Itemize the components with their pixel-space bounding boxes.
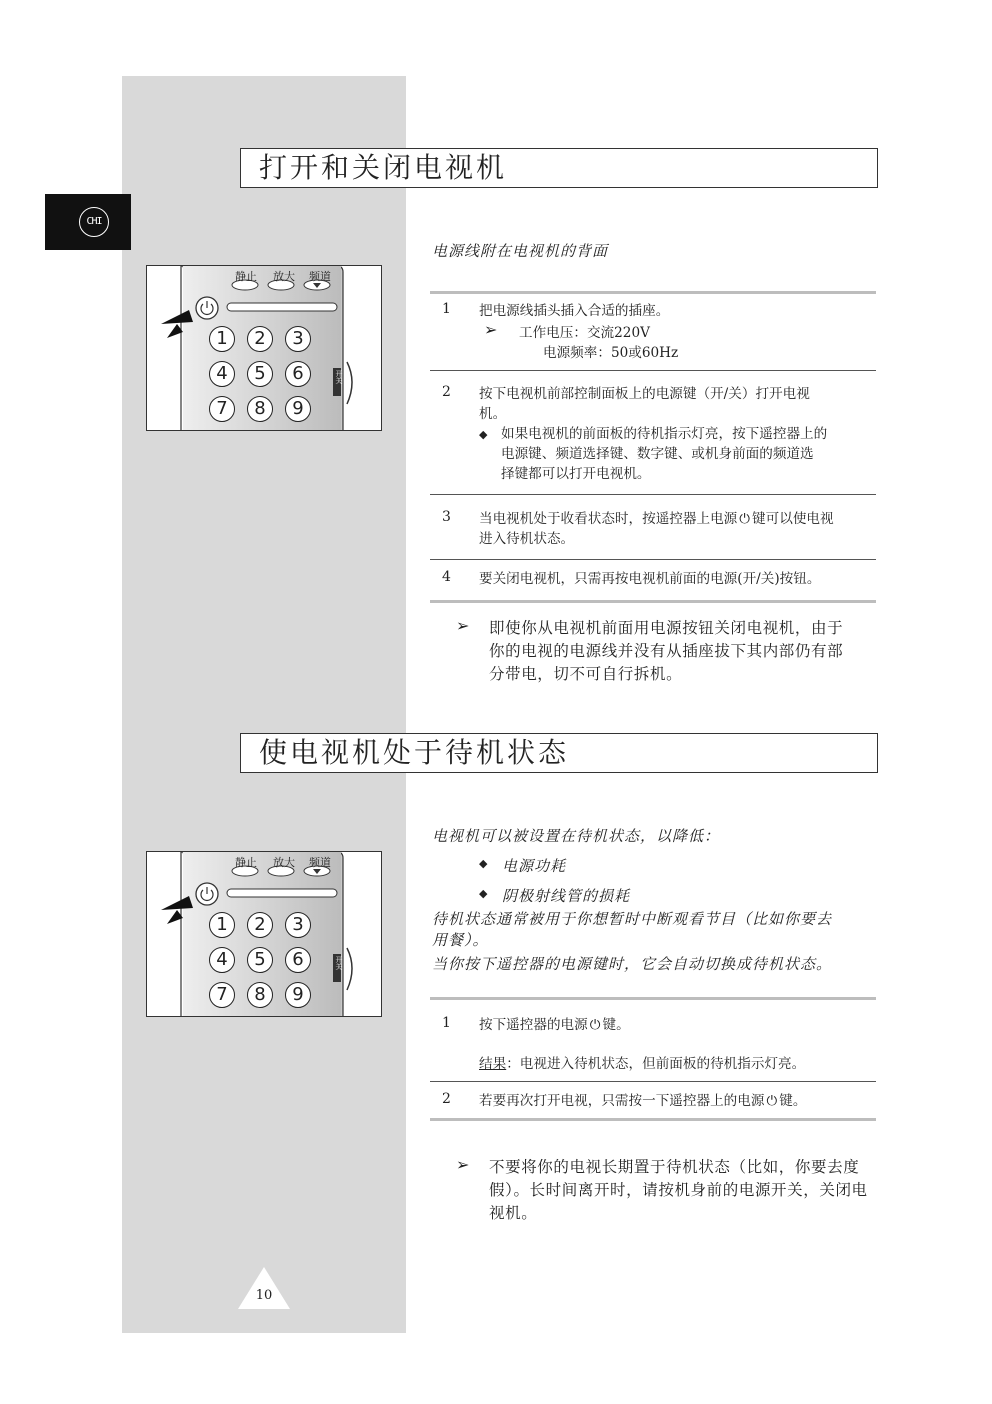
digit-2-key: 2 [247,912,273,938]
mute-label: 静止 [235,856,257,869]
result-label: 结果 [479,1056,507,1072]
zoom-label: 放大 [273,856,295,869]
digit-9-key: 9 [285,396,311,422]
paragraph-text: 当你按下遥控器的电源键时，它会自动切换成待机状态。 [432,955,833,973]
bullet-text: 电源键、频道选择键、数字键、或机身前面的频道选 [501,446,814,462]
digit-1-key: 1 [209,326,235,352]
digit-4-key: 4 [209,947,235,973]
table-bottom-rule [430,1118,876,1121]
digit-2-key: 2 [247,326,273,352]
table-top-rule [430,291,876,294]
power-icon: ⏻ [589,1017,601,1033]
digit-9-key: 9 [285,982,311,1008]
bullet-text: 择键都可以打开电视机。 [501,466,651,482]
row-divider [430,494,876,495]
note-arrow-icon: ➢ [456,616,470,635]
digit-7-key: 7 [209,396,235,422]
row-divider [430,370,876,371]
remote-illustration-standby [146,851,382,1017]
digit-5-key: 5 [247,361,273,387]
step-number: 1 [442,301,451,317]
step-text-part: 当电视机处于收看状态时，按遥控器上电源 [479,511,738,527]
note-text: 分带电，切不可自行拆机。 [489,665,683,683]
note-text: 视机。 [489,1204,538,1222]
step-text [479,1015,630,1035]
note-text: 不要将你的电视长期置于待机状态（比如，你要去度 [489,1158,860,1176]
step-text-part: 键。 [602,1017,630,1033]
step-text [479,509,834,529]
side-switch-label: 开关 [335,956,343,970]
note-text: 假）。长时间离开时，请按机身前的电源开关，关闭电 [489,1181,868,1199]
step-number: 2 [442,1091,451,1107]
bullet-text: 阴极射线管的损耗 [502,887,631,905]
digit-8-key: 8 [247,982,273,1008]
row-divider [430,559,876,560]
table-top-rule [430,997,876,1000]
step-note: 电源频率：50或60Hz [543,345,679,361]
step-text-part: 键可以使电视 [752,511,834,527]
note-text: 你的电视的电源线并没有从插座拔下其内部仍有部 [489,642,844,660]
channel-label: 频道 [309,856,331,869]
digit-4-key: 4 [209,361,235,387]
digit-3-key: 3 [285,326,311,352]
paragraph-text: 待机状态通常被用于你想暂时中断观看节目（比如你要去 [432,910,833,928]
digit-1-key: 1 [209,912,235,938]
bullet-text: 电源功耗 [502,857,567,875]
step-text: 机。 [479,406,507,422]
result-line [479,1054,805,1074]
step-number: 3 [442,509,451,525]
side-switch-label: 开关 [335,370,343,384]
digit-8-key: 8 [247,396,273,422]
step-text-part: 按下遥控器的电源 [479,1017,588,1033]
note-text: 即使你从电视机前面用电源按钮关闭电视机，由于 [489,619,844,637]
digit-3-key: 3 [285,912,311,938]
bullet-text: 如果电视机的前面板的待机指示灯亮，按下遥控器上的 [501,426,828,442]
note-arrow-icon: ➢ [484,320,498,339]
power-icon: ⏻ [739,511,751,527]
step-text: 进入待机状态。 [479,531,575,547]
step-note: 工作电压：交流220V [519,325,650,341]
section2-title: 使电视机处于待机状态 [240,733,878,773]
step-text: 把电源线插头插入合适的插座。 [479,303,670,319]
section2-intro: 电视机可以被设置在待机状态，以降低： [432,827,721,845]
digit-7-key: 7 [209,982,235,1008]
language-badge: CHI [79,207,109,237]
channel-label: 频道 [309,270,331,283]
paragraph-text: 用餐）。 [432,931,489,949]
step-text: 按下电视机前部控制面板上的电源键（开/关）打开电视 [479,386,810,402]
digit-6-key: 6 [285,947,311,973]
power-icon: ⏻ [766,1093,778,1109]
diamond-bullet-icon: ◆ [479,428,488,441]
step-number: 2 [442,384,451,400]
language-tab [45,194,131,250]
page-number: 10 [255,1288,273,1303]
digit-keypad [209,326,329,422]
step-text-part: 若要再次打开电视，只需按一下遥控器上的电源 [479,1093,765,1109]
table-bottom-rule [430,600,876,603]
zoom-label: 放大 [273,270,295,283]
step-text: 要关闭电视机，只需再按电视机前面的电源(开/关)按钮。 [479,571,821,587]
digit-5-key: 5 [247,947,273,973]
digit-keypad [209,912,329,1008]
section1-subtitle: 电源线附在电视机的背面 [432,242,609,260]
mute-label: 静止 [235,270,257,283]
section1-title: 打开和关闭电视机 [240,148,878,188]
diamond-bullet-icon: ◆ [479,857,488,870]
diamond-bullet-icon: ◆ [479,887,488,900]
digit-6-key: 6 [285,361,311,387]
row-divider [430,1081,876,1082]
note-arrow-icon: ➢ [456,1155,470,1174]
result-text: ：电视进入待机状态，但前面板的待机指示灯亮。 [506,1056,806,1072]
step-text [479,1091,806,1111]
step-number: 1 [442,1015,451,1031]
remote-illustration-power [146,265,382,431]
step-number: 4 [442,569,451,585]
step-text-part: 键。 [779,1093,807,1109]
